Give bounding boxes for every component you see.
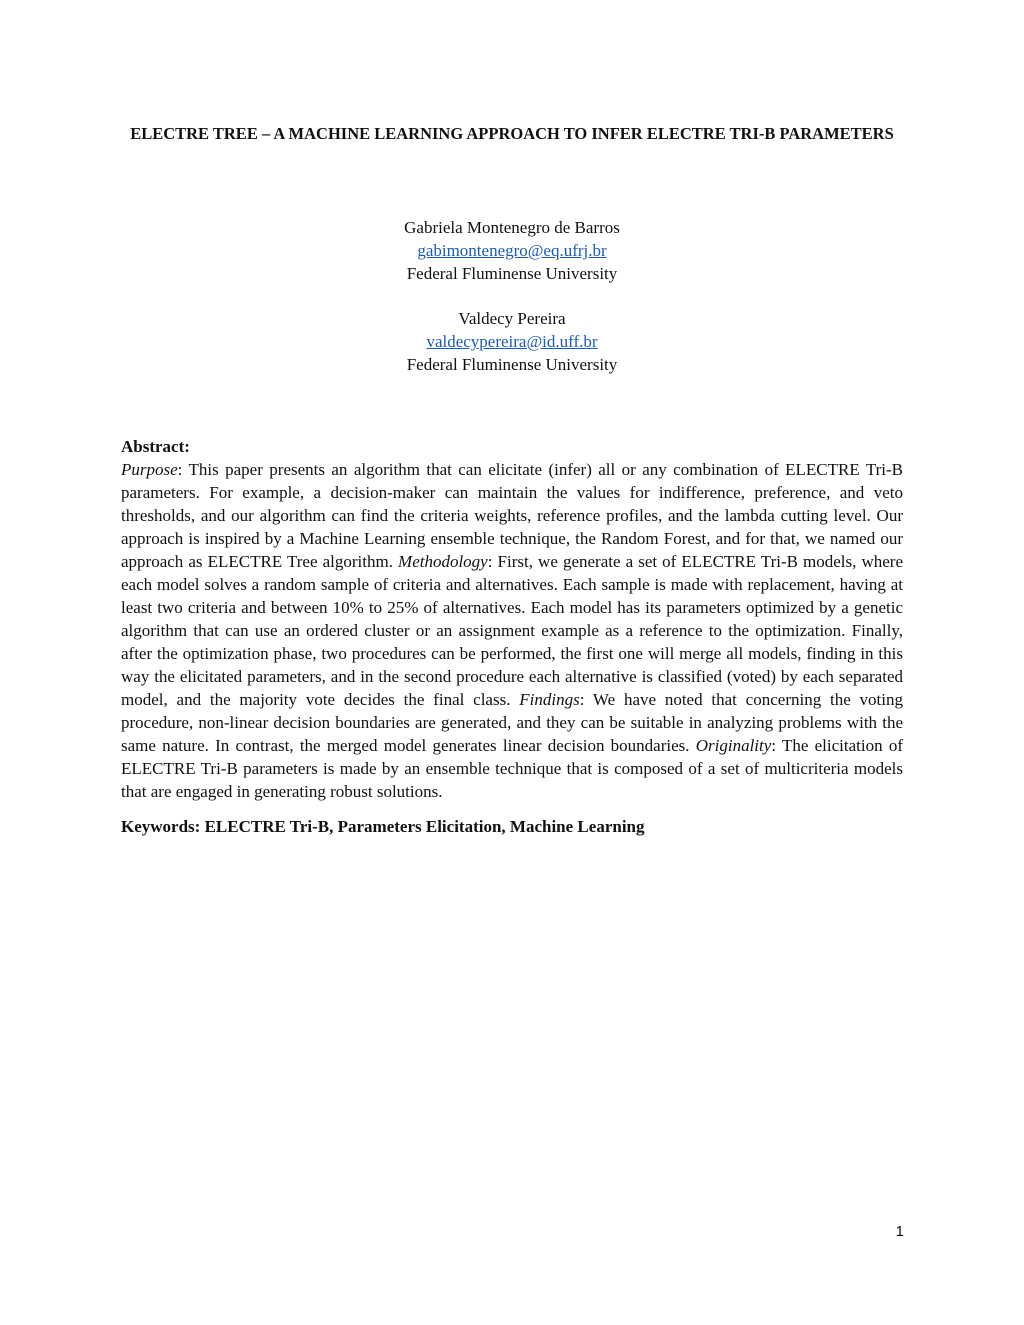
abstract-text-originality: : The elicitation of ELECTRE Tri-B parameters is made by an ensemble technique that is composed of a set of multicriteria models that are engaged in generating robust solutions.: [121, 736, 903, 801]
abstract-label-originality: Originality: [695, 736, 772, 755]
abstract-label-purpose: Purpose: [121, 460, 178, 479]
author-affiliation: Federal Fluminense University: [406, 264, 618, 283]
author-email-link[interactable]: gabimontenegro@eq.ufrj.br: [417, 241, 607, 260]
abstract-text-methodology: : First, we generate a set of ELECTRE Tri-B models, where each model solves a random sample of criteria and alternatives. Each sample is made with replacement, having at least two criteria and between 10% to 25% of alternatives. Each model has its parameters optimized by a genetic algorithm that can use an ordered cluster or an assignment example as a reference to the optimization. Finally, after the optimization phase, two procedures can be performed, the first one will merge all models, finding in this way the elicitated parameters, and in the second procedure each alternative is classified (voted) by each separated model, and the majority vote decides the final class.: [121, 552, 903, 709]
page-number: 1: [895, 1223, 904, 1240]
abstract-heading: Abstract:: [121, 437, 190, 456]
abstract-section: [121, 435, 903, 838]
author-block-1: [121, 216, 903, 285]
abstract-label-methodology: Methodology: [398, 552, 488, 571]
keywords: Keywords: ELECTRE Tri-B, Parameters Elicitation, Machine Learning: [121, 817, 645, 836]
author-name: Gabriela Montenegro de Barros: [404, 218, 620, 237]
author-block-2: [121, 307, 903, 376]
abstract-text-purpose: : This paper presents an algorithm that can elicitate (infer) all or any combination of ELECTRE Tri-B parameters. For example, a decision-maker can maintain the values for indifference, preference, and veto thresholds, and our algorithm can find the criteria weights, reference profiles, and the lambda cutting level. Our approach is inspired by a Machine Learning ensemble technique, the Random Forest, and for that, we named our approach as ELECTRE Tree algorithm.: [121, 460, 903, 571]
author-affiliation: Federal Fluminense University: [406, 355, 618, 374]
author-name: Valdecy Pereira: [458, 309, 566, 328]
abstract-label-findings: Findings: [519, 690, 580, 709]
paper-title: ELECTRE TREE – A MACHINE LEARNING APPROACH TO INFER ELECTRE TRI-B PARAMETERS: [130, 124, 894, 143]
abstract-body: [121, 458, 903, 803]
abstract-text-findings: : We have noted that concerning the voting procedure, non-linear decision boundaries are generated, and they can be suitable in analyzing problems with the same nature. In contrast, the merged model generates linear decision boundaries.: [121, 690, 904, 755]
author-email-link[interactable]: valdecypereira@id.uff.br: [426, 332, 598, 351]
